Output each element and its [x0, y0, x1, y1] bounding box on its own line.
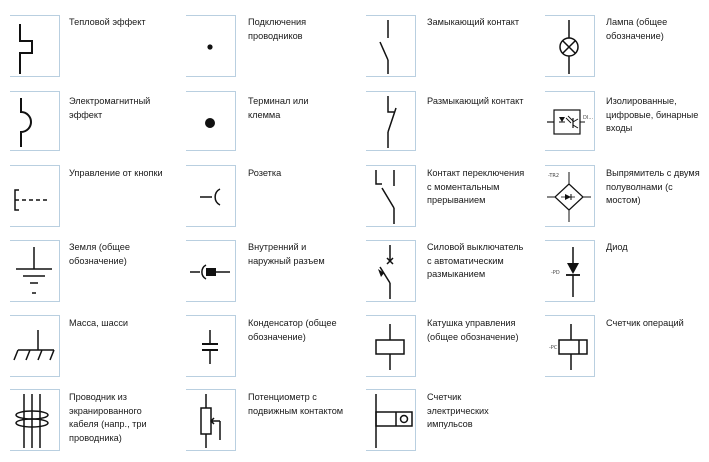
normally-closed-contact-icon — [366, 91, 416, 151]
operation-counter-icon — [545, 315, 595, 377]
pulse-counter-label: Счетчик электрических импульсов — [427, 392, 489, 430]
bridge-rectifier-icon — [545, 165, 595, 227]
thermal-effect-label: Тепловой эффект — [69, 17, 146, 27]
electromagnetic-effect-icon — [10, 91, 60, 151]
terminal-label: Терминал или клемма — [248, 96, 309, 120]
thermal-effect-icon — [10, 15, 60, 77]
lamp-icon — [545, 15, 595, 77]
diode-tag: -PD — [551, 270, 560, 276]
shielded-cable-icon — [10, 389, 60, 451]
capacitor-icon — [186, 315, 236, 377]
isolated-digital-input-icon — [545, 91, 595, 151]
capacitor-label: Конденсатор (общее обозначение) — [248, 318, 337, 342]
electromagnetic-effect-label: Электромагнитный эффект — [69, 96, 151, 120]
rectifier-tag: -TR2 — [548, 173, 560, 179]
diode-label: Диод — [606, 242, 628, 252]
digital-input-tag: DI... — [583, 115, 594, 121]
normally-closed-contact-label: Размыкающий контакт — [427, 96, 524, 106]
counter-tag: -PC — [549, 345, 558, 351]
potentiometer-label: Потенциометр с подвижным контактом — [248, 392, 344, 416]
changeover-contact-label: Контакт переключения с моментальным прерыванием — [427, 168, 525, 206]
chassis-ground-icon — [10, 315, 60, 377]
wire-connection-icon — [186, 15, 236, 77]
normally-open-contact-icon — [366, 15, 416, 77]
control-coil-icon — [366, 315, 416, 377]
ground-icon — [10, 240, 60, 302]
lamp-label: Лампа (общее обозначение) — [606, 17, 668, 41]
normally-open-contact-label: Замыкающий контакт — [427, 17, 520, 27]
chassis-ground-label: Масса, шасси — [69, 318, 129, 328]
shielded-cable-label: Проводник из экранированного кабеля (напр., три проводника) — [69, 392, 147, 443]
push-button-control-icon — [10, 165, 60, 227]
socket-icon — [186, 165, 236, 227]
plug-connector-icon — [186, 240, 236, 302]
plug-connector-label: Внутренний и наружный разъем — [248, 242, 325, 266]
potentiometer-icon — [186, 389, 236, 451]
push-button-control-label: Управление от кнопки — [69, 168, 163, 178]
isolated-digital-input-label: Изолированные, цифровые, бинарные входы — [606, 96, 699, 134]
pulse-counter-icon — [366, 389, 416, 451]
changeover-contact-icon — [366, 165, 416, 227]
diode-icon — [545, 240, 595, 302]
circuit-breaker-label: Силовой выключатель с автоматическим размыканием — [427, 242, 524, 280]
bridge-rectifier-label: Выпрямитель с двумя полуволнами (с мостом) — [606, 168, 700, 206]
control-coil-label: Катушка управления (общее обозначение) — [427, 318, 519, 342]
terminal-icon — [186, 91, 236, 151]
operation-counter-label: Счетчик операций — [606, 318, 684, 328]
wire-connection-label: Подключения проводников — [248, 17, 307, 41]
circuit-breaker-icon — [366, 240, 416, 302]
ground-label: Земля (общее обозначение) — [69, 242, 130, 266]
socket-label: Розетка — [248, 168, 282, 178]
